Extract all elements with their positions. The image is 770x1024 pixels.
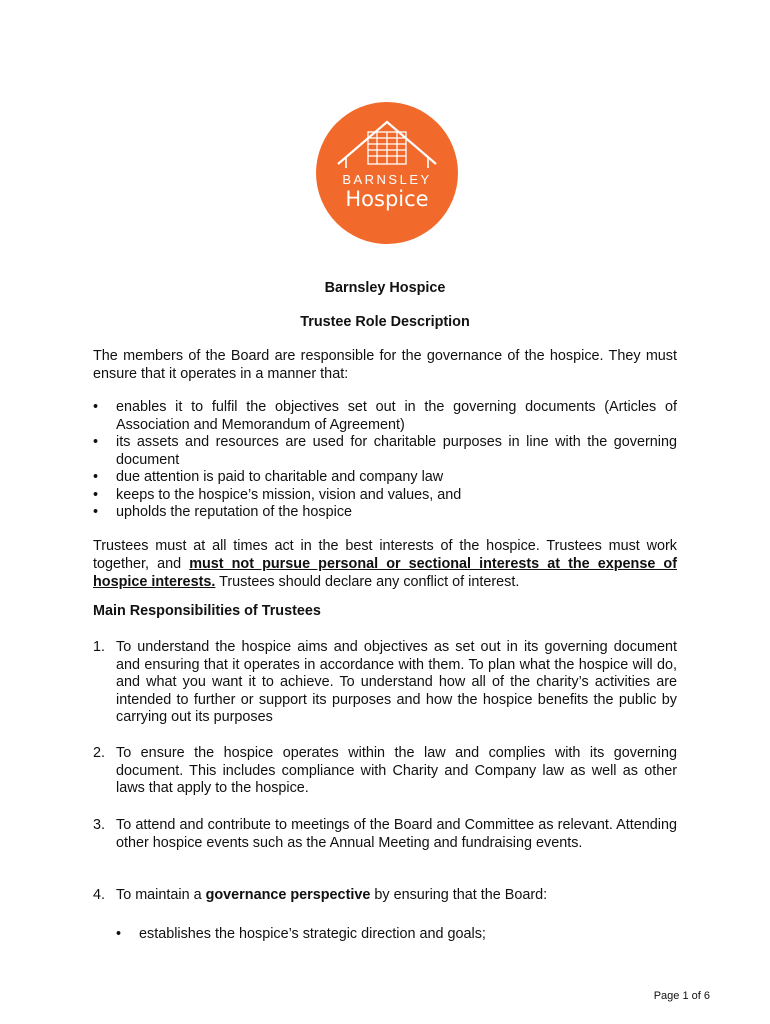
item-text-bold: governance perspective	[205, 887, 371, 903]
bullet-text: keeps to the hospice’s mission, vision and values, and	[116, 486, 462, 503]
bullet-text: its assets and resources are used for charitable purposes in line with the governing document	[116, 434, 677, 468]
item-text: To attend and contribute to meetings of the Board and Committee as relevant. Attending other hospice events such as the Annual Meeting and fundraising events.	[116, 817, 677, 851]
responsibility-item	[93, 887, 677, 905]
responsibility-item	[93, 817, 677, 852]
list-item	[93, 434, 677, 469]
list-item	[93, 487, 677, 505]
item-text-pre: To maintain a	[116, 887, 206, 903]
bullet-icon: •	[93, 434, 99, 450]
trustees-text-2: Trustees should declare any conflict of interest.	[215, 574, 520, 590]
bullet-text: due attention is paid to charitable and company law	[116, 469, 444, 485]
section-heading: Main Responsibilities of Trustees	[93, 603, 321, 619]
document-title: Barnsley Hospice	[324, 280, 446, 296]
barnsley-hospice-logo	[316, 102, 458, 244]
list-item	[93, 469, 677, 487]
item-number: 3.	[93, 817, 106, 833]
bullet-icon: •	[93, 469, 99, 485]
item-text: To understand the hospice aims and objectives as set out in its governing document and ensuring that it operates in accordance with them. To plan what the hospice will do, and what you want it to achieve. To understand how all of the charity’s activities are intended to further or support its purposes and how the hospice benefits the public by carrying out its purposes	[116, 639, 677, 725]
responsibility-item	[93, 745, 677, 798]
intro-paragraph: The members of the Board are responsible for the governance of the hospice. They must ensure that it operates in a manner that:	[93, 348, 677, 382]
item-text: To ensure the hospice operates within the law and complies with its governing document. This includes compliance with Charity and Company law as well as other laws that apply to the hospice.	[116, 745, 677, 796]
sub-bullet-text: establishes the hospice’s strategic direction and goals;	[139, 926, 486, 942]
sub-bullet-item	[116, 926, 676, 942]
page-number: Page 1 of 6	[653, 990, 710, 1002]
bullet-icon: •	[93, 399, 99, 415]
bullet-icon: •	[116, 926, 122, 942]
item-number: 4.	[93, 887, 106, 903]
trustees-text-1: Trustees must at all times act in the best interests of the hospice. Trustees must work together, and	[93, 538, 677, 572]
responsibility-item	[93, 639, 677, 727]
bullet-icon: •	[93, 504, 99, 520]
bullet-icon: •	[93, 486, 99, 503]
trustees-emphasis: must not pursue personal or sectional interests at the expense of hospice interests.	[93, 556, 677, 590]
item-text	[116, 887, 677, 905]
list-item	[93, 504, 677, 522]
trustees-paragraph	[93, 537, 677, 591]
item-number: 1.	[93, 639, 106, 655]
governance-bullet-list	[93, 399, 677, 522]
document-subtitle: Trustee Role Description	[300, 314, 470, 330]
list-item	[93, 399, 677, 434]
bullet-text: enables it to fulfil the objectives set out in the governing documents (Articles of Association and Memorandum of Agreement)	[116, 399, 677, 433]
logo-line1: BARNSLEY	[342, 172, 432, 187]
bullet-text: upholds the reputation of the hospice	[116, 504, 353, 520]
item-number: 2.	[93, 745, 106, 761]
item-text-post: by ensuring that the Board:	[370, 887, 548, 903]
logo-line2: Hospice	[345, 187, 429, 211]
